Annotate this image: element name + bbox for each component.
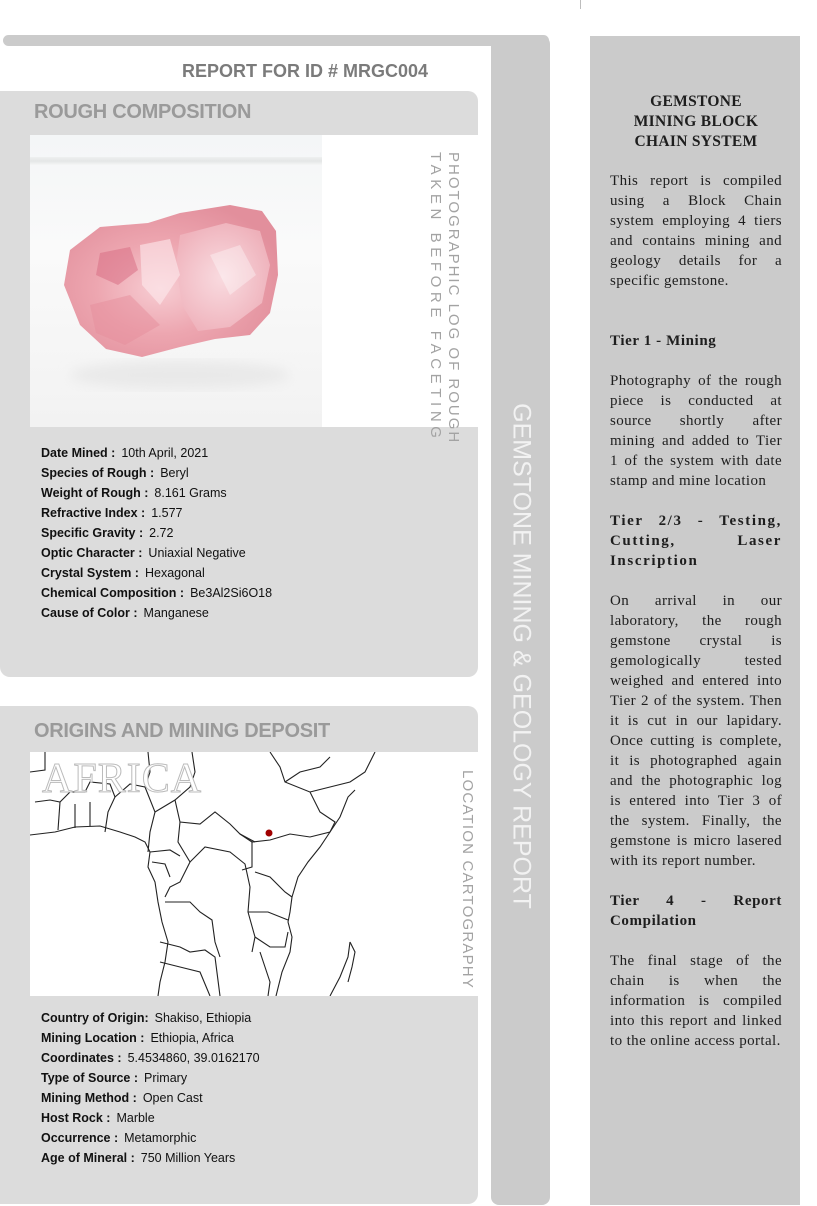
header-bar [3,35,549,46]
rough-fields-list [41,443,272,623]
field-label: Mining Location : [41,1031,145,1045]
tier-2-3-heading: Tier 2/3 - Testing, Cutting, Laser Inscription [610,513,782,569]
tier-4-body: The final stage of the chain is when the information is compiled into this report and linked to the online access portal. [610,953,782,1049]
tier-4-heading: Tier 4 - Report Compilation [610,893,782,929]
field-value: Open Cast [142,1091,203,1105]
field-label: Cause of Color : [41,606,138,620]
field-crystal-system [41,563,272,583]
field-date-mined [41,443,272,463]
field-label: Optic Character : [41,546,143,560]
field-specific-gravity [41,523,272,543]
field-refractive-index [41,503,272,523]
vertical-banner-title: GEMSTONE MINING & GEOLOGY REPORT [507,403,535,909]
field-value: Shakiso, Ethiopia [154,1011,252,1025]
top-divider-tick [580,0,581,9]
field-label: Host Rock : [41,1111,111,1125]
rough-composition-title: ROUGH COMPOSITION [34,101,252,123]
rough-photo-area [30,135,478,427]
field-value: Beryl [160,466,189,480]
vertical-banner-text-wrap [491,36,550,1205]
field-value: 2.72 [149,526,174,540]
field-value: 1.577 [151,506,183,520]
field-mining-location [41,1028,260,1048]
field-value: 8.161 Grams [154,486,227,500]
photo-caption-line2: TAKEN BEFORE FACETING [427,152,444,443]
field-label: Weight of Rough : [41,486,149,500]
map-africa-label: AFRICA [42,756,203,802]
africa-map [30,752,478,996]
field-label: Age of Mineral : [41,1151,135,1165]
field-label: Type of Source : [41,1071,139,1085]
field-occurrence [41,1128,260,1148]
map-caption: LOCATION CARTOGRAPHY [459,770,476,990]
gem-image [30,135,322,427]
field-weight [41,483,272,503]
location-marker [266,830,273,837]
origins-fields-list [41,1008,260,1168]
field-country-of-origin [41,1008,260,1028]
field-label: Specific Gravity : [41,526,144,540]
field-mining-method [41,1088,260,1108]
sidebar-title: GEMSTONE MINING BLOCK CHAIN SYSTEM [633,93,759,150]
tier-1-heading: Tier 1 - Mining [610,333,717,349]
sidebar-intro: This report is compiled using a Block Chain system employing 4 tiers and contains mining and geology details for a specific gemstone. [610,173,782,289]
rough-gem-photo [30,135,322,427]
field-value: Be3Al2Si6O18 [190,586,273,600]
field-value: 10th April, 2021 [121,446,209,460]
field-value: 5.4534860, 39.0162170 [127,1051,260,1065]
field-species [41,463,272,483]
sidebar-content [610,92,782,1051]
tier-1-body: Photography of the rough piece is conducted at source shortly after mining and added to Tier 1 of the system with date stamp and mine location [610,373,782,489]
field-label: Coordinates : [41,1051,122,1065]
field-value: Primary [144,1071,188,1085]
field-value: Hexagonal [144,566,205,580]
field-label: Species of Rough : [41,466,155,480]
origins-title: ORIGINS AND MINING DEPOSIT [34,720,330,742]
field-label: Mining Method : [41,1091,137,1105]
field-value: Manganese [143,606,209,620]
field-label: Country of Origin: [41,1011,149,1025]
field-coordinates [41,1048,260,1068]
field-value: Metamorphic [124,1131,197,1145]
field-age-of-mineral [41,1148,260,1168]
field-value: Marble [116,1111,155,1125]
field-value: 750 Million Years [140,1151,236,1165]
field-host-rock [41,1108,260,1128]
field-label: Occurrence : [41,1131,119,1145]
field-label: Chemical Composition : [41,586,185,600]
field-value: Uniaxial Negative [148,546,246,560]
photo-caption-line1: PHOTOGRAPHIC LOG OF ROUGH [445,152,462,445]
field-label: Date Mined : [41,446,116,460]
tier-2-3-body: On arrival in our laboratory, the rough gemstone crystal is gemologically tested weighed and entered into Tier 2 of the system. Then it is cut in our lapidary. Once cutting is complete, it is photographed again and the photographic log is entered into Tier 3 of the system. Finally, the gemstone is micro lasered with its report number. [610,593,782,869]
field-chemical-composition [41,583,272,603]
field-label: Crystal System : [41,566,139,580]
report-id-title: REPORT FOR ID # MRGC004 [182,61,429,81]
map-outline [30,752,478,996]
field-value: Ethiopia, Africa [150,1031,234,1045]
blockchain-sidebar [590,36,800,1205]
field-optic-character [41,543,272,563]
field-type-of-source [41,1068,260,1088]
field-label: Refractive Index : [41,506,146,520]
field-cause-of-color [41,603,272,623]
